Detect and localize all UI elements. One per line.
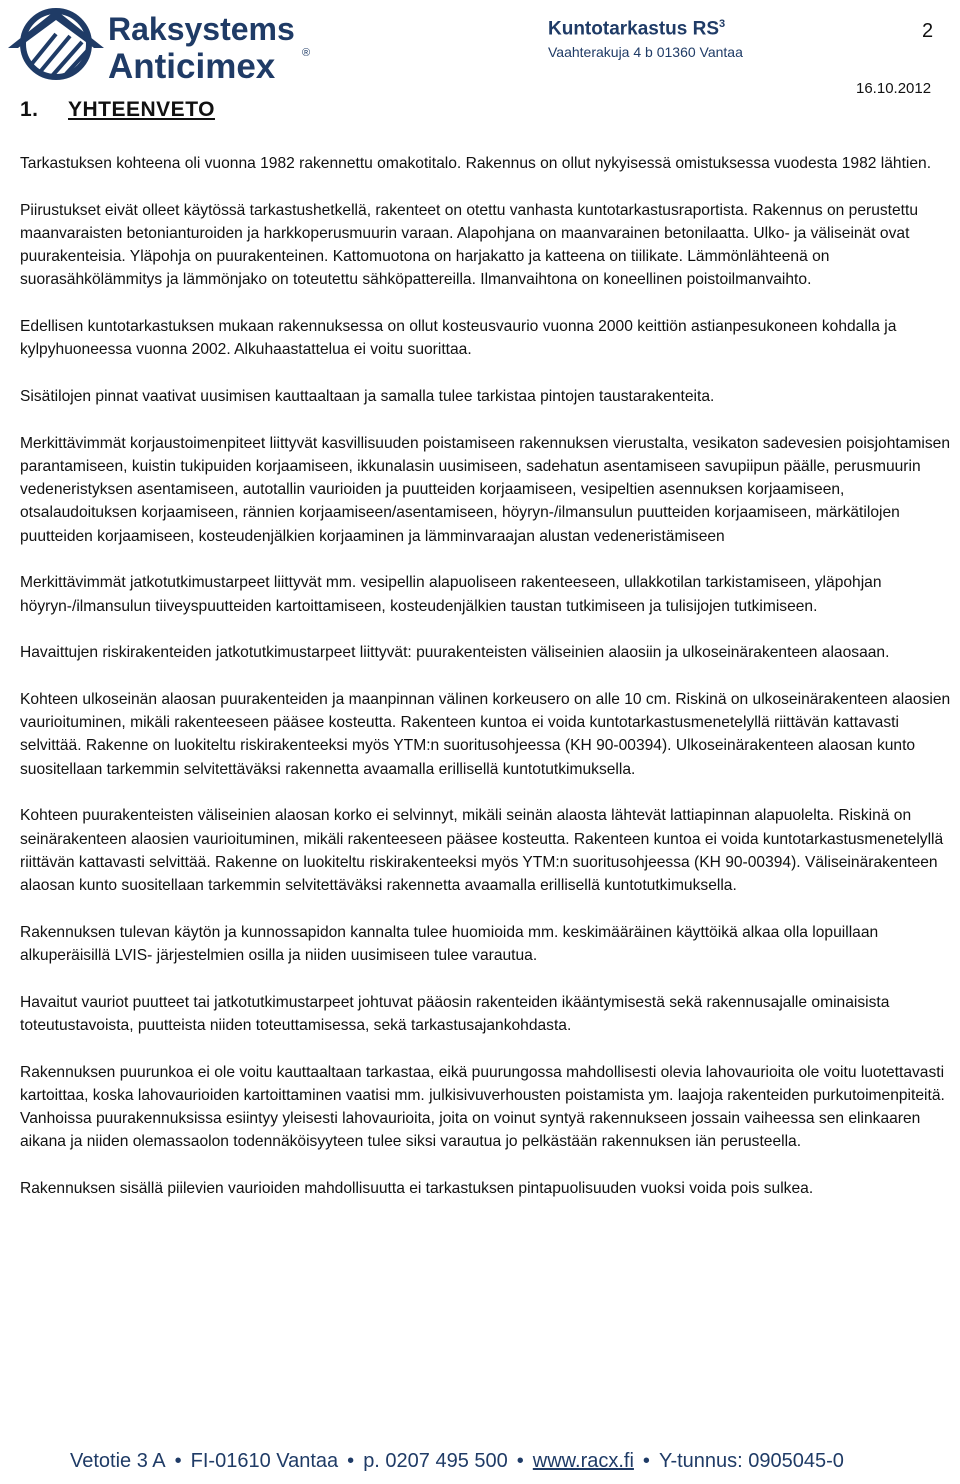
report-title-text: Kuntotarkastus RS	[548, 18, 720, 40]
property-address: Vaahterakuja 4 b 01360 Vantaa	[548, 44, 743, 60]
paragraph: Rakennuksen sisällä piilevien vaurioiden mahdollisuutta ei tarkastuksen pintapuolisuuden vuoksi voida pois sulkea.	[20, 1180, 814, 1198]
paragraph: Kohteen puurakenteisten väliseinien alaosan korko ei selvinnyt, mikäli seinän alaosta lähtevät lattiapinnan alapuolelta. Riskinä on seinärakenteen alaosien vaurioituminen, mikäli rakenteeseen pääsee kosteutta. Rakenteen kuntoa ei voida kuntotarkastusmenetelyllä riittävän kattavasti selvittää. Rakenne on luokiteltu riskirakenteeksi myös YTM:n suoritusohjeessa (KH 90-00394). Väliseinärakenteen alaosan kunto suositellaan tarkemmin selvitettäväksi rakennetta avaamalla erillisellä kuntotutkimuksella.	[20, 807, 944, 895]
summary-body	[20, 152, 958, 1224]
paragraph: Tarkastuksen kohteena oli vuonna 1982 rakennettu omakotitalo. Rakennus on ollut nykyisessä omistuksessa vuodesta 1982 lähtien.	[20, 155, 932, 172]
footer-city: FI-01610 Vantaa	[190, 1450, 339, 1472]
paragraph: Rakennuksen puurunkoa ei ole voitu kauttaaltaan tarkastaa, eikä puurungossa mahdollisesti olevia lahovaurioita ole voitu luotettavasti kartoittaa, koska lahovaurioiden kartoittaminen vaatisi mm. julkisivuverhousten poistamista ym. laajoja rakenteiden purkutoimenpiteitä. Vanhoissa puurakennuksissa esiintyy yleisesti lahovaurioita, joita on voinut syntyä rakennukseen jossain vaiheessa sen elinkaaren aikana ja niiden olemassaolon todennäköisyyteen tulee siksi varautua jo pelkästään rakennuksen iän perusteella.	[20, 1063, 945, 1151]
section-number: 1.	[20, 98, 39, 121]
paragraph: Merkittävimmät jatkotutkimustarpeet liittyvät mm. vesipellin alapuoliseen rakenteeseen, ullakkotilan tarkistamiseen, yläpohjan höyryn-/ilmansulun tiiveyspuutteiden kartoittamiseen, kosteudenjälkien taustan tutkimiseen ja tulisijojen tutkimiseen.	[20, 574, 882, 615]
logo-text-anticimex: Anticimex	[108, 47, 276, 84]
footer-street: Vetotie 3 A	[70, 1450, 166, 1472]
footer-separator: •	[347, 1450, 355, 1472]
report-date: 16.10.2012	[856, 80, 932, 97]
paragraph: Rakennuksen tulevan käytön ja kunnossapidon kannalta tulee huomioida mm. keskimääräinen käyttöikä alkaa olla lopuillaan alkuperäisillä LVIS- järjestelmien osilla ja niiden uusimiseen tulee varautua.	[20, 923, 879, 965]
section-heading	[20, 98, 215, 122]
logo-graphic	[4, 4, 314, 84]
paragraph: Sisätilojen pinnat vaativat uusimisen kauttaaltaan ja samalla tulee tarkistaa pintojen taustarakenteita.	[20, 387, 715, 405]
paragraph: Kohteen ulkoseinän alaosan puurakenteiden ja maanpinnan välinen korkeusero on alle 10 cm. Riskinä on ulkoseinärakenteen alaosien vaurioituminen, mikäli rakenteeseen pääsee kosteutta. Rakenteen kuntoa ei voida kuntotarkastusmenetelyllä riittävän kattavasti selvittää. Rakenne on luokiteltu riskirakenteeksi myös YTM:n suoritusohjeessa (KH 90-00394). Ulkoseinärakenteen alaosan kunto suositellaan tarkemmin selvitettäväksi rakennetta avaamalla erillisellä kuntotutkimuksella.	[20, 690, 951, 778]
footer-separator: •	[516, 1450, 524, 1472]
footer-separator: •	[642, 1450, 650, 1472]
report-title	[548, 18, 725, 40]
registered-mark: ®	[302, 47, 311, 59]
report-title-sup: 3	[719, 18, 726, 30]
paragraph: Piirustukset eivät olleet käytössä tarkastushetkellä, rakenteet on otettu vanhasta kuntotarkastusraportista. Rakennus on perustettu maanvaraisten betonianturoiden ja harkkoperusmuurin varaan. Alapohjana on maanvarainen betonilaatta. Ulko- ja väliseinät ovat puurakenteisia. Yläpohja on puurakenteinen. Kattomuotona on harjakatto ja katteena on tiilikate. Lämmönlähteenä on suorasähkölämmitys ja lämmönjako on toteutettu sähköpattereilla. Ilmanvaihtona on koneellinen poistoilmanvaihto.	[20, 201, 919, 289]
section-title: YHTEENVETO	[68, 98, 215, 121]
footer-business-id: Y-tunnus: 0905045-0	[658, 1450, 844, 1472]
page-number: 2	[922, 20, 934, 42]
logo-text-raksystems: Raksystems	[108, 11, 295, 47]
footer-phone: p. 0207 495 500	[363, 1450, 508, 1472]
footer-contact	[70, 1450, 844, 1473]
footer-separator: •	[174, 1450, 182, 1472]
company-logo	[4, 4, 314, 84]
footer-website-link[interactable]: www.racx.fi	[532, 1450, 634, 1472]
paragraph: Havaitut vauriot puutteet tai jatkotutkimustarpeet johtuvat pääosin rakenteiden ikääntymisestä sekä rakennusajalle ominaisista toteutustavoista, puutteista niiden toteuttamisessa, sekä tarkastusajankohdasta.	[20, 993, 890, 1034]
paragraph: Havaittujen riskirakenteiden jatkotutkimustarpeet liittyvät: puurakenteisten väliseinien alaosiin ja ulkoseinärakenteen alaosaan.	[20, 644, 890, 662]
paragraph: Edellisen kuntotarkastuksen mukaan rakennuksessa on ollut kosteusvaurio vuonna 2000 keittiön astianpesukoneen kohdalla ja kylpyhuoneessa vuonna 2002. Alkuhaastattelua ei voitu suorittaa.	[20, 318, 897, 359]
paragraph: Merkittävimmät korjaustoimenpiteet liittyvät kasvillisuuden poistamiseen rakennuksen vierustalta, vesikaton sadevesien poisjohtamisen parantamiseen, kuistin tukipuiden korjaamiseen, ikkunalasin uusimiseen, sadehatun asentamiseen savupiipun päälle, perusmuurin vedeneristyksen asentamiseen, autotallin vaurioiden ja puutteiden korjaamiseen, vesipeltien asennuksen korjaamiseen, otsalaudoituksen korjaamiseen, rännien korjaamiseen/asentamiseen, höyryn-/ilmansulun puutteiden korjaamiseen, märkätilojen puutteiden korjaamiseen, kosteudenjälkien korjaaminen ja lämminvaraajan alustan vedeneristämiseen	[20, 434, 951, 545]
